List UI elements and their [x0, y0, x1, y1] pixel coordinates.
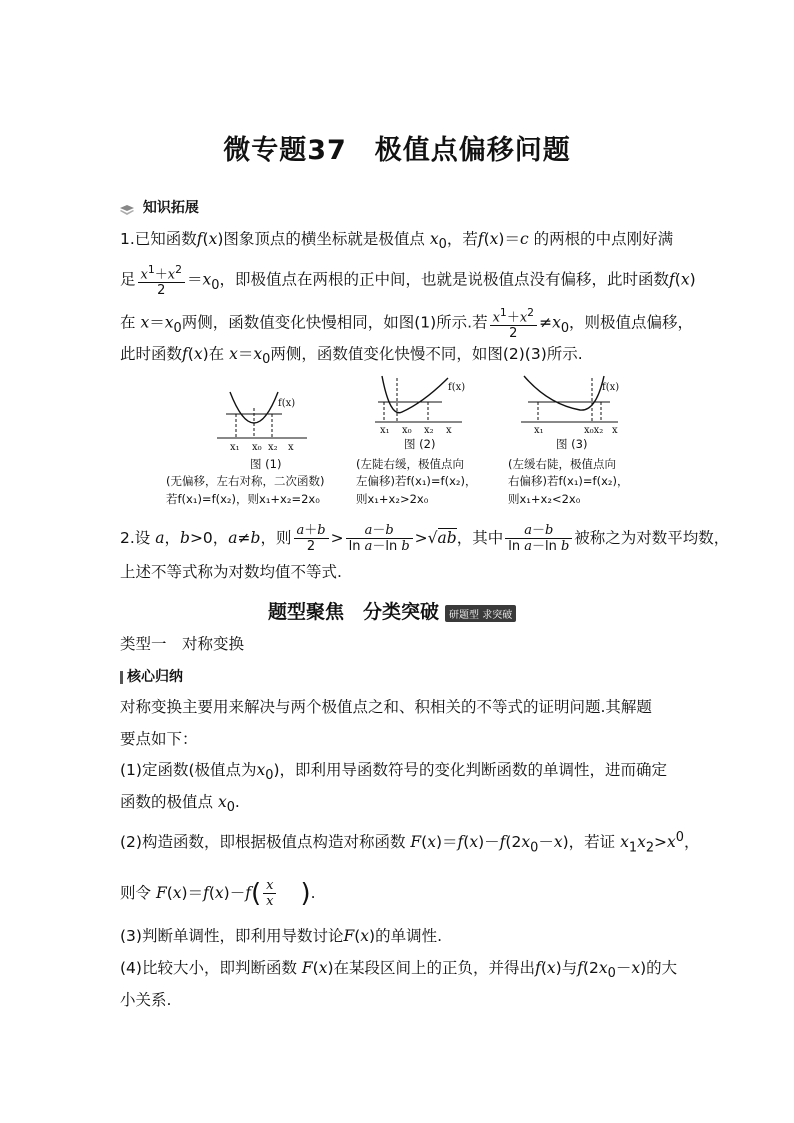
step-4-line1: (4)比较大小，即判断函数 F(x)在某段区间上的正负，并得出f(x)与$f(2x_0-x)$的大: [120, 959, 678, 982]
figure-2-note3: 则x₁+x₂>2x₀: [356, 492, 429, 506]
step-1-line2: 函数的极值点 $x_0$.: [120, 793, 240, 816]
svg-text:x: x: [288, 442, 294, 453]
core-p1: 对称变换主要用来解决与两个极值点之和、积相关的不等式的证明问题.其解题: [120, 698, 652, 716]
svg-text:x₀x₂: x₀x₂: [584, 425, 604, 436]
layers-icon: [120, 203, 134, 213]
figure-1-caption: 图 (1): [250, 457, 282, 471]
step-4-line2: 小关系.: [120, 991, 172, 1009]
svg-text:x₀: x₀: [402, 425, 412, 436]
p1-line2: 足 $\frac{x^1+x^2}{2}$ $=x_0$，即极值点在两根的正中间，也就是说极值点没有偏移，此时函数f(x): [120, 263, 696, 299]
figure-2-graph: [372, 372, 472, 438]
svg-text:x₂: x₂: [268, 442, 278, 453]
p2-line2: 上述不等式称为对数均值不等式.: [120, 563, 342, 581]
p1-line3: 在 $x=x_0$两侧，函数值变化快慢相同，如图(1)所示.若 $\frac{x^1+x^2}{2}$ $\ne x_0$，则极值点偏移，: [120, 306, 694, 342]
figure-3-note3: 则x₁+x₂<2x₀: [508, 492, 581, 506]
svg-text:x₁: x₁: [230, 442, 240, 453]
figure-1-graph: [212, 378, 312, 458]
svg-text:x: x: [446, 425, 452, 436]
step-2-line2: 则令 F(x)＝f(x)－f( $\frac{x}{x}$ ).: [120, 878, 316, 909]
figure-2-caption: 图 (2): [404, 437, 436, 451]
svg-text:x₁: x₁: [380, 425, 390, 436]
svg-text:x: x: [612, 425, 618, 436]
svg-text:x₁: x₁: [534, 425, 544, 436]
figure-1-note1: (无偏移，左右对称，二次函数): [166, 474, 325, 488]
svg-text:x₂: x₂: [424, 425, 434, 436]
band-tag: 研题型 求突破: [445, 605, 516, 622]
figure-3-caption: 图 (3): [556, 437, 588, 451]
band-header: [268, 597, 516, 624]
p1-line1: 1.已知函数f(x)图象顶点的横坐标就是极值点 $x_0$，若f(x)＝c 的两根的中点刚好满: [120, 230, 674, 253]
figure-1-note2: 若f(x₁)=f(x₂)，则x₁+x₂=2x₀: [166, 492, 320, 506]
page-title: 微专题37 极值点偏移问题: [223, 135, 571, 166]
svg-text:x₀: x₀: [252, 442, 262, 453]
figure-3-graph: [518, 372, 628, 438]
p1-line4: 此时函数f(x)在 $x=x_0$两侧，函数值变化快慢不同，如图(2)(3)所示.: [120, 345, 583, 368]
step-1-line1: (1)定函数(极值点为$x_0$)，即利用导函数符号的变化判断函数的单调性，进而确定: [120, 761, 668, 784]
band-title: 题型聚焦 分类突破: [268, 601, 440, 623]
section-knowledge-label: 知识拓展: [142, 200, 199, 216]
step-2-line1: (2)构造函数，即根据极值点构造对称函数 $F(x)=f(x)-f(2x_0-x)$，若证 $x_1x_2>x^0$，: [120, 830, 700, 856]
section-knowledge: [120, 197, 199, 217]
svg-text:f(x): f(x): [602, 382, 620, 393]
p2-line1: 2.设 a，b>0，a≠b，则 $\frac{a+b}{2}$ > $\frac{a-b}{\text{ln a－ln b}}$ >√ab，其中 $\frac{a-b}{\text{ln a－ln b}}$ 被称之为对数平均数，: [120, 523, 730, 554]
svg-text:f(x): f(x): [448, 382, 466, 393]
svg-text:f(x): f(x): [278, 398, 296, 409]
step-3: (3)判断单调性，即利用导数讨论F(x)的单调性.: [120, 927, 443, 945]
type-1-heading: 类型一 对称变换: [120, 635, 245, 653]
core-p2: 要点如下：: [120, 730, 198, 748]
figure-2-note1: (左陡右缓，极值点向: [356, 457, 464, 471]
figure-2-note2: 左偏移)若f(x₁)=f(x₂)，: [356, 474, 477, 488]
bar-marker: [120, 671, 123, 684]
figure-3-note2: 右偏移)若f(x₁)=f(x₂)，: [508, 474, 629, 488]
core-heading: 核心归纳: [120, 666, 183, 686]
figure-3-note1: (左缓右陡，极值点向: [508, 457, 616, 471]
